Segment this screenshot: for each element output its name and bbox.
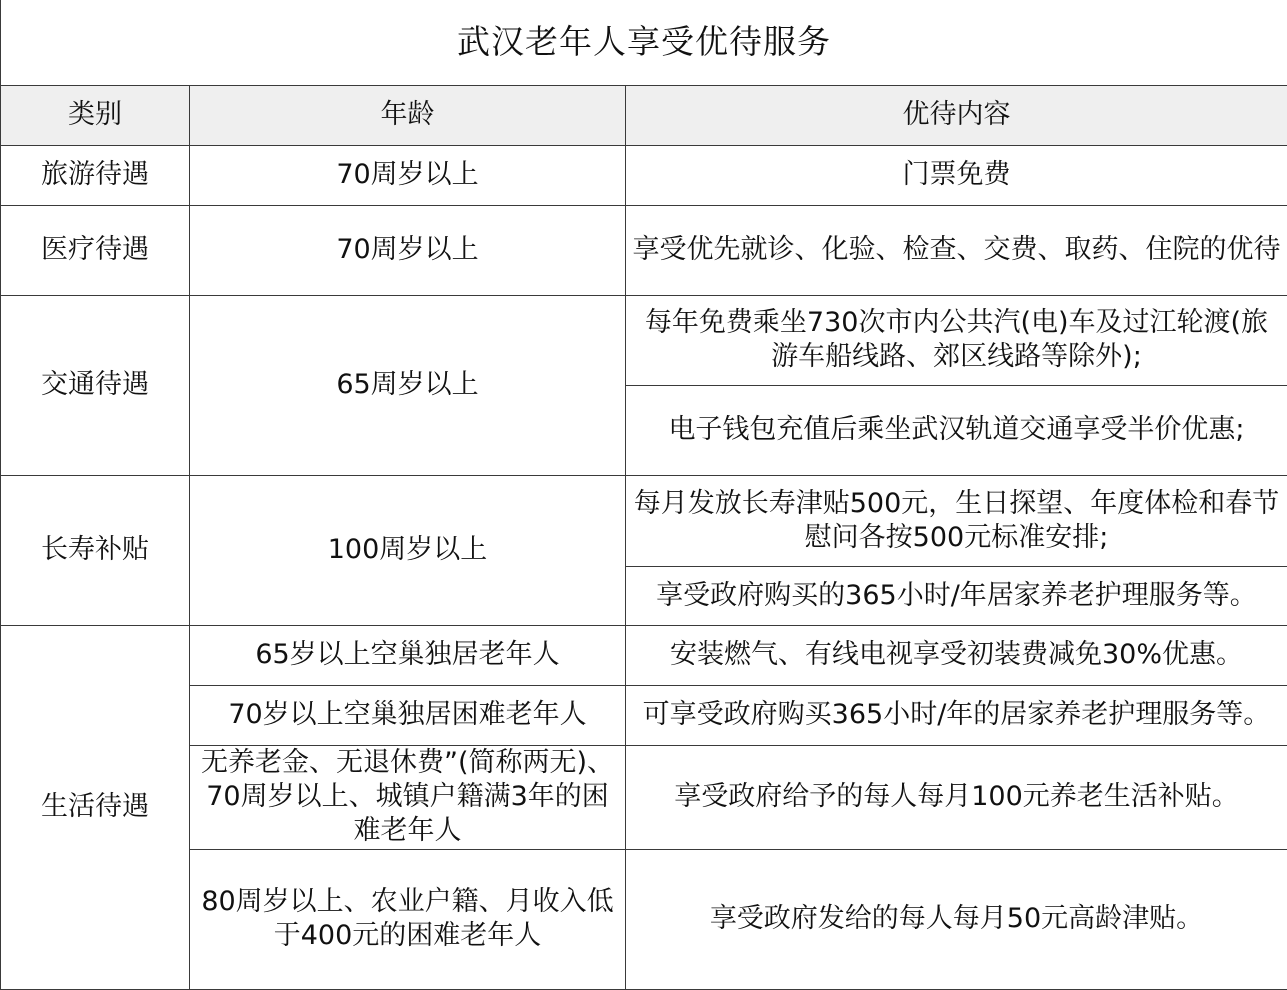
content-cell: 电子钱包充值后乘坐武汉轨道交通享受半价优惠; — [626, 385, 1287, 475]
content-cell: 安装燃气、有线电视享受初装费减免30%优惠。 — [626, 625, 1287, 685]
age-cell: 100周岁以上 — [190, 475, 626, 625]
title-row — [1, 0, 1287, 85]
age-cell: 65岁以上空巢独居老年人 — [190, 625, 626, 685]
content-cell: 每年免费乘坐730次市内公共汽(电)车及过江轮渡(旅游车船线路、郊区线路等除外); — [626, 295, 1287, 385]
category-cell: 旅游待遇 — [1, 145, 190, 205]
table-row-transport — [1, 295, 1287, 385]
header-category: 类别 — [1, 85, 190, 145]
content-cell: 享受政府给予的每人每月100元养老生活补贴。 — [626, 745, 1287, 849]
table-title: 武汉老年人享受优待服务 — [1, 0, 1287, 85]
table-row-living — [1, 625, 1287, 685]
category-cell: 生活待遇 — [1, 625, 190, 989]
table-row-living-2 — [1, 685, 1287, 745]
table-row-medical — [1, 205, 1287, 295]
table-row-living-3 — [1, 745, 1287, 849]
category-cell: 交通待遇 — [1, 295, 190, 475]
age-cell: 无养老金、无退休费”(简称两无)、70周岁以上、城镇户籍满3年的困难老年人 — [190, 745, 626, 849]
category-cell: 医疗待遇 — [1, 205, 190, 295]
content-cell: 每月发放长寿津贴500元，生日探望、年度体检和春节慰问各按500元标准安排; — [626, 475, 1287, 566]
header-row — [1, 85, 1287, 145]
content-cell: 享受政府发给的每人每月50元高龄津贴。 — [626, 849, 1287, 989]
table-row-living-4 — [1, 849, 1287, 989]
table-row-travel — [1, 145, 1287, 205]
content-cell: 享受优先就诊、化验、检查、交费、取药、住院的优待 — [626, 205, 1287, 295]
age-cell: 70周岁以上 — [190, 145, 626, 205]
category-cell: 长寿补贴 — [1, 475, 190, 625]
content-cell: 可享受政府购买365小时/年的居家养老护理服务等。 — [626, 685, 1287, 745]
age-cell: 70岁以上空巢独居困难老年人 — [190, 685, 626, 745]
table-row-longevity — [1, 475, 1287, 566]
age-cell: 65周岁以上 — [190, 295, 626, 475]
age-cell: 70周岁以上 — [190, 205, 626, 295]
header-age: 年龄 — [190, 85, 626, 145]
header-content: 优待内容 — [626, 85, 1287, 145]
content-cell: 门票免费 — [626, 145, 1287, 205]
age-cell: 80周岁以上、农业户籍、月收入低于400元的困难老年人 — [190, 849, 626, 989]
content-cell: 享受政府购买的365小时/年居家养老护理服务等。 — [626, 566, 1287, 625]
